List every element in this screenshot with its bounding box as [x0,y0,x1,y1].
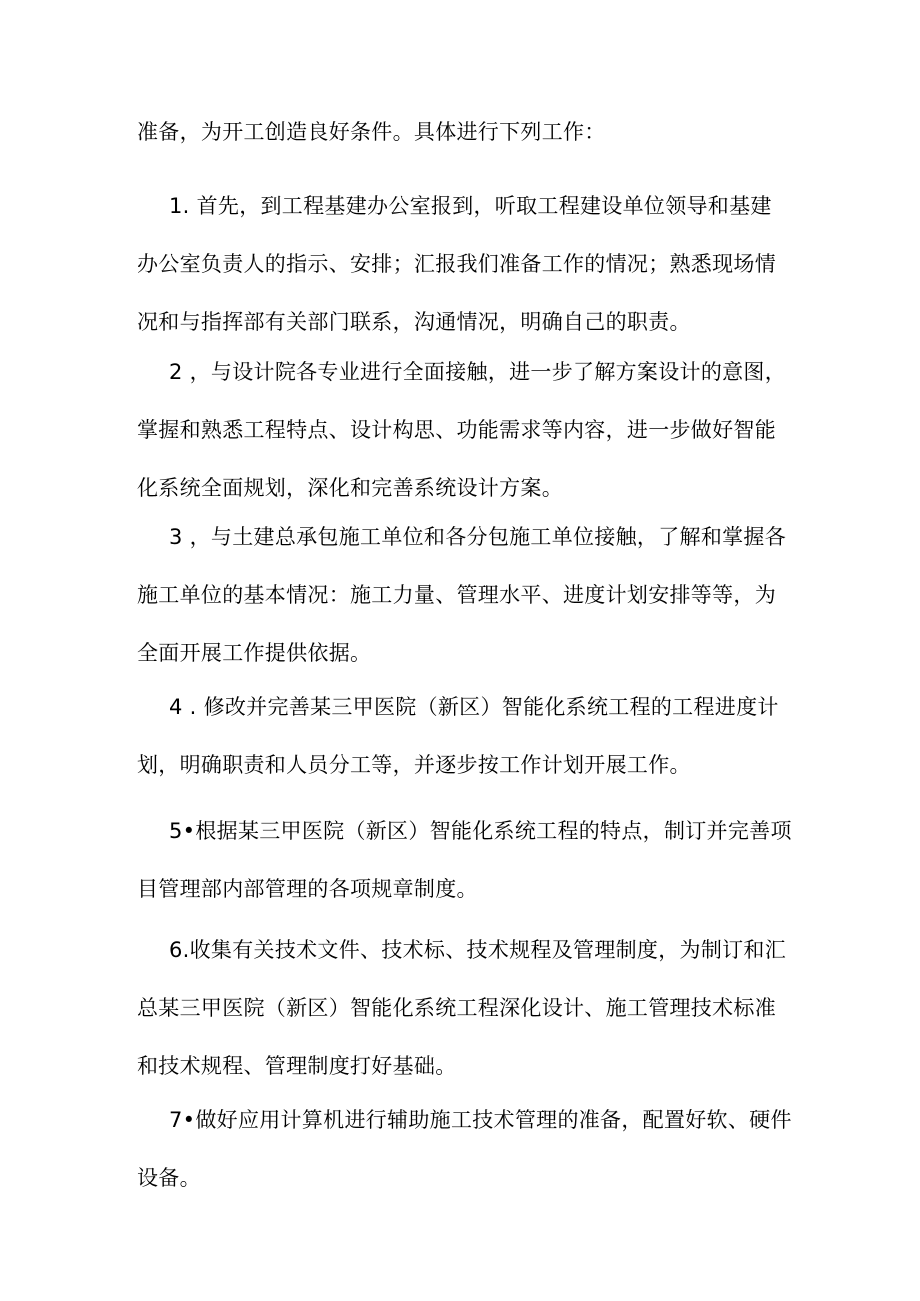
paragraph-line: 准备，为开工创造良好条件。具体进行下列工作： [137,120,606,144]
paragraph-item-7 [137,1091,797,1207]
paragraph-line: 和技术规程、管理制度打好基础。 [137,1054,457,1078]
paragraph-line: 5•根据某三甲医院（新区）智能化系统工程的特点，制订并完善项 [169,819,792,843]
paragraph-line: 划，明确职责和人员分工等，并逐步按工作计划开展工作。 [137,753,691,777]
paragraph-line: 办公室负责人的指示、安排；汇报我们准备工作的情况；熟悉现场情 [137,252,776,276]
paragraph-line: 况和与指挥部有关部门联系，沟通情况，明确自己的职责。 [137,310,691,334]
paragraph-item-2 [137,343,797,517]
paragraph-item-1 [137,177,797,351]
paragraph-line: 总某三甲医院（新区）智能化系统工程深化设计、施工管理技术标准 [137,996,776,1020]
paragraph-line: 目管理部内部管理的各项规章制度。 [137,877,478,901]
paragraph-line: 6.收集有关技术文件、技术标、技术规程及管理制度，为制订和汇 [169,938,787,962]
paragraph-line: 1. 首先，到工程基建办公室报到，听取工程建设单位领导和基建 [169,194,772,218]
paragraph-line: 2 ，与设计院各专业进行全面接触，进一步了解方案设计的意图， [169,360,787,384]
paragraph-line: 3 ，与土建总承包施工单位和各分包施工单位接触，了解和掌握各 [169,525,787,549]
paragraph-item-3 [137,508,797,682]
paragraph-line: 施工单位的基本情况：施工力量、管理水平、进度计划安排等等，为 [137,583,776,607]
paragraph-line: 化系统全面规划，深化和完善系统设计方案。 [137,476,563,500]
paragraph-line: 7•做好应用计算机进行辅助施工技术管理的准备，配置好软、硬件 [169,1108,792,1132]
paragraph-item-4 [137,678,797,794]
paragraph-item-6 [137,921,797,1095]
paragraph-line: 掌握和熟悉工程特点、设计构思、功能需求等内容，进一步做好智能 [137,418,776,442]
paragraph-line: 全面开展工作提供依据。 [137,641,372,665]
paragraph-item-5 [137,802,797,918]
paragraph-line: 设备。 [137,1166,201,1190]
paragraph-line: 4 . 修改并完善某三甲医院（新区）智能化系统工程的工程进度计 [169,695,779,719]
paragraph-intro [137,103,797,161]
